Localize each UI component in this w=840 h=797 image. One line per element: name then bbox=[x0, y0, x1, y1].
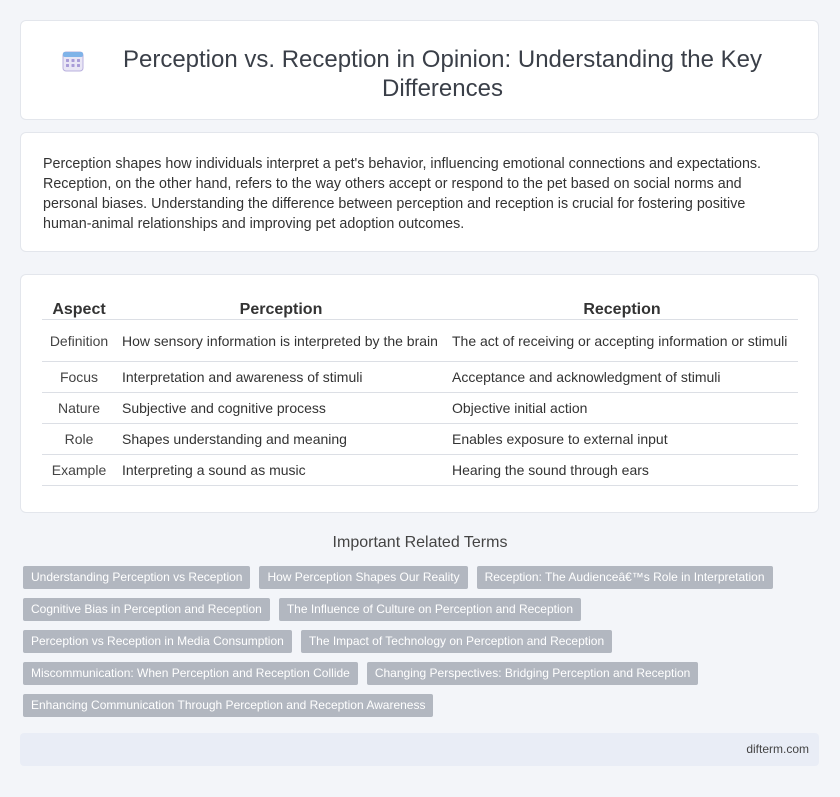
related-term-chip[interactable]: Enhancing Communication Through Perception and Reception Awareness bbox=[23, 694, 433, 717]
aspect-cell: Role bbox=[42, 424, 116, 455]
header-reception: Reception bbox=[446, 295, 798, 320]
intro-card bbox=[20, 132, 819, 252]
perception-cell: Shapes understanding and meaning bbox=[116, 424, 446, 455]
reception-cell: Hearing the sound through ears bbox=[446, 455, 798, 486]
header-aspect: Aspect bbox=[42, 295, 116, 320]
perception-cell: Interpretation and awareness of stimuli bbox=[116, 362, 446, 393]
title-card bbox=[20, 20, 819, 120]
related-term-chip[interactable]: Changing Perspectives: Bridging Perception and Reception bbox=[367, 662, 699, 685]
aspect-cell: Focus bbox=[42, 362, 116, 393]
perception-cell: Interpreting a sound as music bbox=[116, 455, 446, 486]
related-term-chip[interactable]: The Influence of Culture on Perception and Reception bbox=[279, 598, 581, 621]
related-term-chip[interactable]: The Impact of Technology on Perception and Reception bbox=[301, 630, 612, 653]
footer-site-link[interactable]: difterm.com bbox=[746, 742, 809, 756]
comparison-card bbox=[20, 274, 819, 513]
aspect-cell: Definition bbox=[42, 320, 116, 362]
footer bbox=[20, 733, 819, 766]
related-terms-heading: Important Related Terms bbox=[332, 534, 508, 551]
related-term-chip[interactable]: Miscommunication: When Perception and Reception Collide bbox=[23, 662, 358, 685]
page-title: Perception vs. Reception in Opinion: Understanding the Key Differences bbox=[122, 46, 763, 102]
related-term-chip[interactable]: How Perception Shapes Our Reality bbox=[259, 566, 467, 589]
aspect-cell: Nature bbox=[42, 393, 116, 424]
reception-cell: Acceptance and acknowledgment of stimuli bbox=[446, 362, 798, 393]
table-row bbox=[42, 424, 798, 455]
calendar-icon bbox=[61, 49, 85, 73]
comparison-table bbox=[42, 295, 798, 486]
aspect-cell: Example bbox=[42, 455, 116, 486]
related-term-chip[interactable]: Perception vs Reception in Media Consumption bbox=[23, 630, 292, 653]
reception-cell: Objective initial action bbox=[446, 393, 798, 424]
header-perception: Perception bbox=[116, 295, 446, 320]
reception-cell: The act of receiving or accepting information or stimuli bbox=[446, 320, 798, 362]
related-term-chip[interactable]: Cognitive Bias in Perception and Reception bbox=[23, 598, 270, 621]
table-row bbox=[42, 320, 798, 362]
table-header-row bbox=[42, 295, 798, 320]
intro-paragraph: Perception shapes how individuals interpret a pet's behavior, influencing emotional connections and expectations. Reception, on the other hand, refers to the way others accept or respond to the pet based on social norms and personal biases. Understanding the difference between perception and reception is crucial for fostering positive human-animal relationships and improving pet adoption outcomes. bbox=[43, 156, 762, 232]
perception-cell: Subjective and cognitive process bbox=[116, 393, 446, 424]
related-terms-list bbox=[23, 566, 813, 717]
perception-cell: How sensory information is interpreted by the brain bbox=[116, 320, 446, 362]
table-row bbox=[42, 455, 798, 486]
related-term-chip[interactable]: Understanding Perception vs Reception bbox=[23, 566, 250, 589]
table-row bbox=[42, 393, 798, 424]
table-row bbox=[42, 362, 798, 393]
related-term-chip[interactable]: Reception: The Audienceâ€™s Role in Interpretation bbox=[477, 566, 773, 589]
reception-cell: Enables exposure to external input bbox=[446, 424, 798, 455]
